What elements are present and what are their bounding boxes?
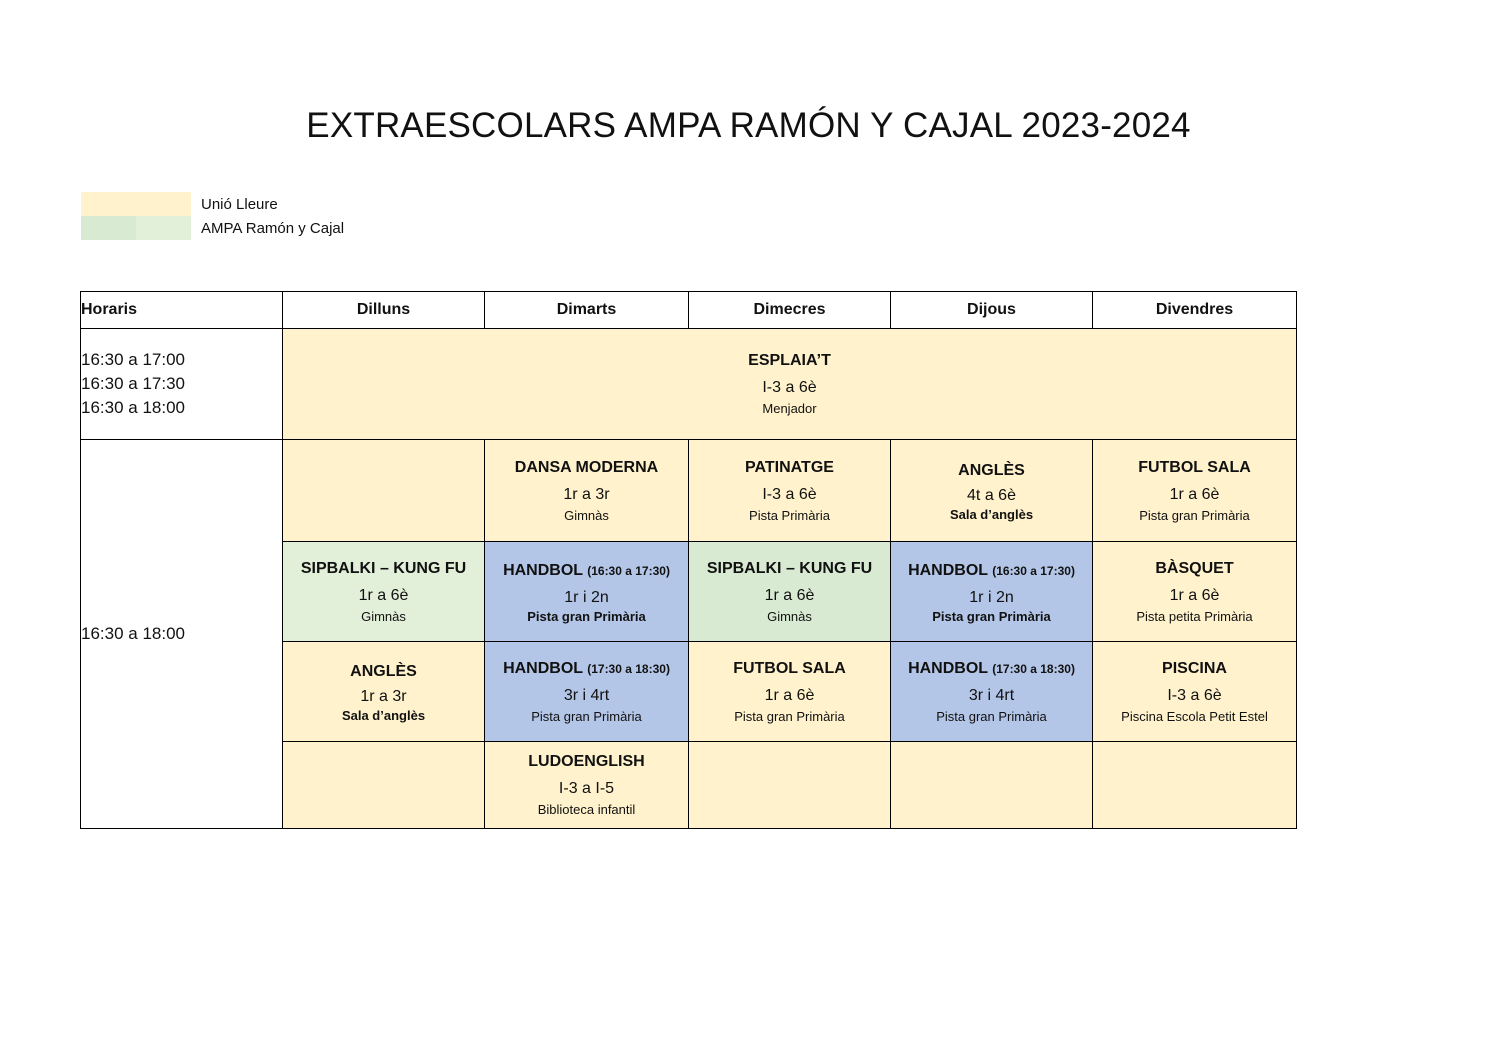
activity-location: Pista gran Primària <box>932 608 1051 624</box>
activity-group: 1r a 6è <box>1169 586 1220 604</box>
page-title: EXTRAESCOLARS AMPA RAMÓN Y CAJAL 2023-2024 <box>306 106 1191 145</box>
activity-group: I-3 a 6è <box>762 485 817 503</box>
activity-location: Pista Primària <box>749 507 830 523</box>
activity-name <box>485 658 688 680</box>
activity-time: (17:30 a 18:30) <box>587 661 670 676</box>
activity-cell <box>283 542 485 642</box>
activity-group: 1r a 3r <box>360 687 407 705</box>
activity-location: Sala d’anglès <box>341 707 426 723</box>
activity-location: Gimnàs <box>564 507 609 523</box>
activity-group: 1r a 6è <box>1169 485 1220 503</box>
activity-location: Pista gran Primària <box>936 708 1047 724</box>
activity-title: HANDBOL <box>908 561 988 579</box>
activity-group: 4t a 6è <box>967 486 1016 504</box>
activity-time: (16:30 a 17:30) <box>992 563 1075 578</box>
activity-cell <box>891 542 1093 642</box>
legend-item-ampa <box>81 216 344 240</box>
empty-cell <box>1093 742 1297 829</box>
activity-cell <box>485 542 689 642</box>
activity-name: ESPLAIA’T <box>748 352 831 369</box>
time-cell <box>81 440 283 829</box>
time-label: 16:30 a 17:00 <box>81 350 185 369</box>
activity-location: Piscina Escola Petit Estel <box>1121 708 1268 724</box>
legend-swatch-green <box>81 216 191 240</box>
activity-name: SIPBALKI – KUNG FU <box>706 559 873 577</box>
activity-location: Pista petita Primària <box>1136 608 1253 624</box>
activity-group: I-3 a 6è <box>1167 686 1222 704</box>
empty-cell <box>689 742 891 829</box>
activity-name: SIPBALKI – KUNG FU <box>300 559 467 577</box>
activity-location: Biblioteca infantil <box>537 802 636 817</box>
activity-location: Pista gran Primària <box>531 708 642 724</box>
activity-cell <box>283 642 485 742</box>
empty-cell <box>283 440 485 542</box>
activity-cell <box>891 440 1093 542</box>
activity-cell-esplaiat <box>283 329 1297 440</box>
activity-location: Pista gran Primària <box>1139 507 1250 523</box>
activity-name: DANSA MODERNA <box>514 458 659 476</box>
activity-name <box>891 560 1092 582</box>
header-dijous: Dijous <box>891 292 1093 329</box>
activity-name: ANGLÈS <box>350 662 417 680</box>
activity-name: BÀSQUET <box>1155 559 1234 577</box>
activity-location: Pista gran Primària <box>734 708 845 724</box>
activity-title: HANDBOL <box>908 659 988 677</box>
activity-location: Gimnàs <box>767 608 812 624</box>
activity-group: I-3 a I-5 <box>558 780 615 797</box>
activity-name <box>891 658 1092 680</box>
activity-group: 1r i 2n <box>969 588 1014 606</box>
activity-cell <box>485 742 689 829</box>
activity-location: Menjador <box>762 401 817 416</box>
schedule-table <box>80 291 1297 829</box>
activity-name: FUTBOL SALA <box>1138 458 1251 476</box>
activity-time: (17:30 a 18:30) <box>992 661 1075 676</box>
activity-cell <box>689 440 891 542</box>
time-label: 16:30 a 18:00 <box>81 624 185 643</box>
activity-cell <box>485 440 689 542</box>
activity-time: (16:30 a 17:30) <box>587 563 670 578</box>
activity-name: LUDOENGLISH <box>528 753 645 770</box>
activity-group: 1r a 6è <box>764 586 815 604</box>
activity-cell <box>689 642 891 742</box>
time-cell <box>81 329 283 440</box>
activity-group: 3r i 4rt <box>563 686 610 704</box>
table-row <box>81 329 1297 440</box>
activity-cell <box>1093 440 1297 542</box>
activity-cell <box>689 542 891 642</box>
legend-swatch-yellow <box>81 192 191 216</box>
activity-name <box>485 560 688 582</box>
activity-cell <box>891 642 1093 742</box>
legend-label: Unió Lleure <box>201 195 278 213</box>
activity-location: Sala d’anglès <box>949 506 1034 522</box>
legend <box>81 192 344 240</box>
activity-title: HANDBOL <box>503 659 583 677</box>
header-row <box>81 292 1297 329</box>
empty-cell <box>283 742 485 829</box>
activity-cell <box>1093 642 1297 742</box>
header-horaris: Horaris <box>81 292 283 329</box>
activity-name: PISCINA <box>1162 659 1227 677</box>
header-divendres: Divendres <box>1093 292 1297 329</box>
activity-cell <box>485 642 689 742</box>
header-dimarts: Dimarts <box>485 292 689 329</box>
activity-cell <box>1093 542 1297 642</box>
activity-group: 3r i 4rt <box>968 686 1015 704</box>
activity-location: Gimnàs <box>361 608 406 624</box>
activity-group: 1r a 3r <box>563 485 610 503</box>
header-dimecres: Dimecres <box>689 292 891 329</box>
activity-name: ANGLÈS <box>958 461 1025 479</box>
activity-name: PATINATGE <box>745 458 834 476</box>
legend-item-unio-lleure <box>81 192 344 216</box>
activity-group: 1r i 2n <box>564 588 609 606</box>
header-dilluns: Dilluns <box>283 292 485 329</box>
activity-location: Pista gran Primària <box>527 608 646 624</box>
time-label: 16:30 a 18:00 <box>81 398 185 417</box>
activity-title: HANDBOL <box>503 561 583 579</box>
legend-label: AMPA Ramón y Cajal <box>201 219 345 237</box>
activity-group: 1r a 6è <box>764 686 815 704</box>
time-label: 16:30 a 17:30 <box>81 374 185 393</box>
empty-cell <box>891 742 1093 829</box>
activity-group: 1r a 6è <box>358 586 409 604</box>
table-row <box>81 440 1297 542</box>
activity-group: I-3 a 6è <box>762 379 817 396</box>
activity-name: FUTBOL SALA <box>733 659 846 677</box>
